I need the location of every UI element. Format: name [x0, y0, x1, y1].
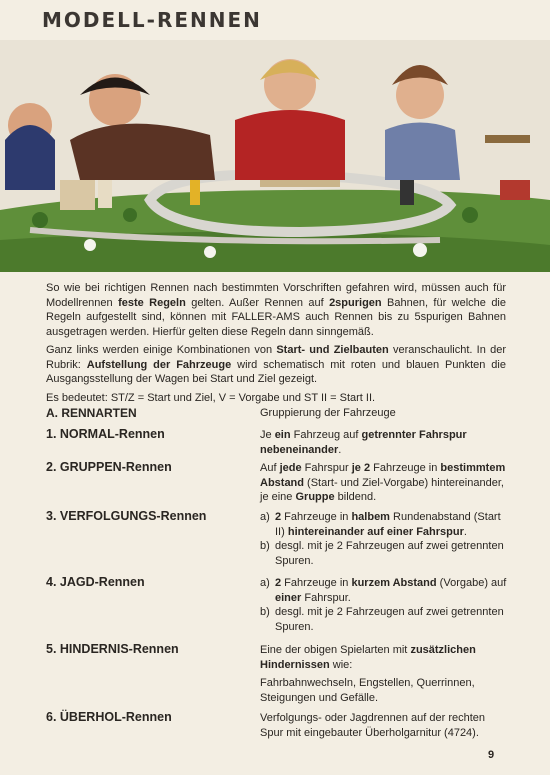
intro-text: [46, 281, 506, 409]
race-name: 1. NORMAL-Rennen: [46, 427, 165, 441]
section-heading: A. RENNARTEN: [46, 406, 137, 420]
hero-photo: [0, 40, 550, 272]
column-heading: Gruppierung der Fahrzeuge: [260, 407, 396, 419]
intro-paragraph-1: So wie bei richtigen Rennen nach bestimmten Vorschriften gefahren wird, müssen auch für Modellrennen feste Regeln gelten. Außer Rennen auf 2spurigen Bahnen, für welche die Regeln aufgestellt sind, können mit FALLER-AMS auch Rennen bis zu 5spurigen Bahnen ausgetragen werden. Hierfür gelten diese Regeln dann sinngemäß.: [46, 282, 506, 338]
intro-paragraph-2: Ganz links werden einige Kombinationen von Start- und Zielbauten veranschaulicht. In der Rubrik: Aufstellung der Fahrzeuge wird schematisch mit roten und blauen Punkten die Ausgangsstellung der Wagen bei Start und Ziel gezeigt.: [46, 344, 506, 385]
race-name: 4. JAGD-Rennen: [46, 575, 145, 589]
race-description: a) 2 Fahrzeuge in halbem Rundenabstand (Start II) hintereinander auf einer Fahrspur. b) desgl. mit je 2 Fahrzeugen auf zwei getrennten Spuren.: [260, 511, 504, 567]
race-description: Auf jede Fahrspur je 2 Fahrzeuge in bestimmtem Abstand (Start- und Ziel-Vorgabe) hintereinander, je eine Gruppe bildend.: [260, 462, 506, 504]
race-description: Verfolgungs- oder Jagdrennen auf der rechten Spur mit eingebauter Überholgarnitur (4724).: [260, 712, 486, 739]
race-name: 5. HINDERNIS-Rennen: [46, 642, 179, 656]
page-number: 9: [488, 749, 495, 761]
race-name: 3. VERFOLGUNGS-Rennen: [46, 509, 207, 523]
page-title: MODELL-RENNEN: [42, 8, 262, 32]
race-description: Eine der obigen Spielarten mit zusätzlichen Hindernissen wie: Fahrbahnwechseln, Engstellen, Querrinnen, Steigungen und Gefälle.: [260, 644, 476, 704]
intro-paragraph-3: Es bedeutet: ST/Z = Start und Ziel, V = Vorgabe und ST II = Start II.: [46, 391, 376, 404]
race-description: a) 2 Fahrzeuge in kurzem Abstand (Vorgabe) auf einer Fahrspur. b) desgl. mit je 2 Fahrzeugen auf zwei getrennten Spuren.: [260, 577, 507, 633]
race-name: 2. GRUPPEN-Rennen: [46, 460, 172, 474]
race-description: Je ein Fahrzeug auf getrennter Fahrspur nebeneinander.: [260, 429, 467, 456]
race-name: 6. ÜBERHOL-Rennen: [46, 710, 172, 724]
